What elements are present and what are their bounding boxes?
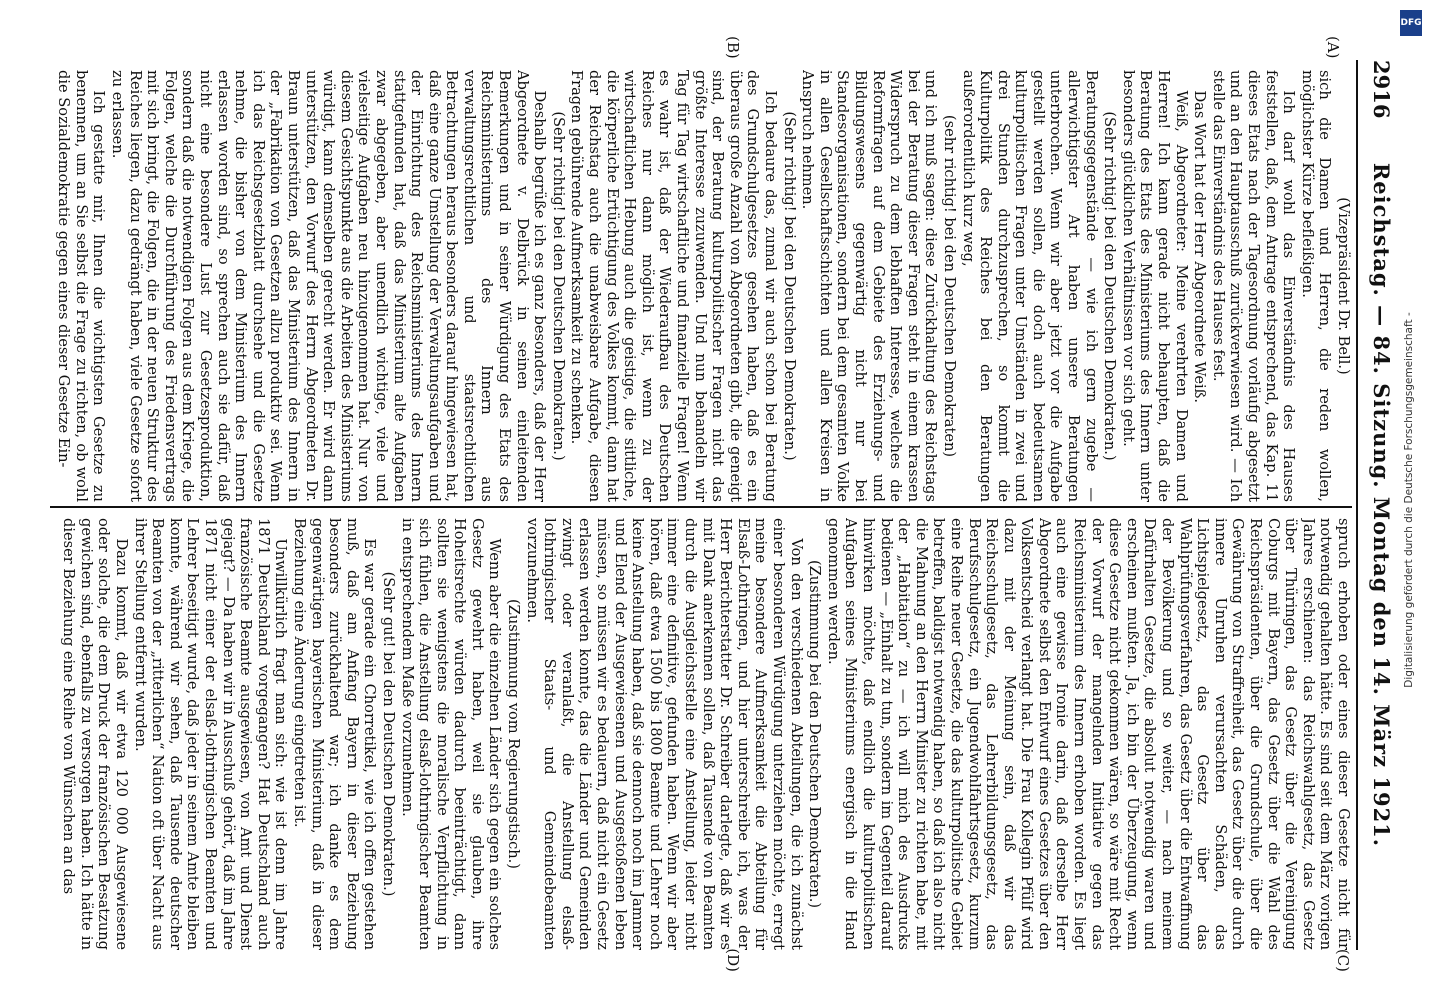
interjection: (Sehr richtig! bei den Deutschen Demokraten.) bbox=[1101, 111, 1119, 461]
paragraph: Beratungsgegenstände — wie ich gern zugebe — allerwichtigster Art haben unsere Beratungen unterbrochen. Wenn wir aber jetzt vor die Aufgabe gestellt werden sollen, die doch auch bedeutsamen kulturpolitischen Fragen unter Umständen in zwei und drei Stunden durchzusprechen, so kommt die Kulturpolitik des Reiches bei den Beratungen außerordentlich kurz weg, bbox=[959, 70, 1100, 502]
document-page bbox=[32, 30, 1402, 970]
digitization-credit bbox=[1394, 8, 1424, 992]
page-header bbox=[1356, 60, 1394, 950]
paragraph: (Vizepräsident Dr. Bell.) bbox=[1335, 197, 1352, 375]
paragraph: Ich darf wohl das Einverständnis des Hauses feststellen, daß, dem Antrage entsprechend, das Kap. 11 dieses Etats nach der Tagesordnung vorläufig abgesetzt und an den Hauptausschuß zurückverwiesen wird. — Ich stelle das Einverständnis des Hauses fest. bbox=[1209, 70, 1298, 502]
paragraph: Dazu kommt, daß wir etwa 120 000 Ausgewiesene oder solche, die dem Druck der französischen Besatzung gewichen sind, ebenfalls zu versorgen haben. Ich hätte in dieser Beziehung eine Reihe von Wünschen an das bbox=[60, 518, 131, 950]
left-column bbox=[50, 70, 1352, 502]
right-column bbox=[50, 518, 1352, 950]
paragraph: Wenn aber die einzelnen Länder sich gegen ein solches Gesetz gewehrt haben, weil sie glauben, ihre Hoheitsrechte würden dadurch beeinträchtigt, dann sollten sie wenigstens die moralische Verpflichtung in sich fühlen, die Anstellung elsaß-lothringischer Beamten in entsprechendem Maße vorzunehmen. bbox=[398, 518, 504, 950]
interjection: (Zustimmung bei den Deutschen Demokraten.) bbox=[806, 559, 824, 909]
column-divider bbox=[50, 506, 1352, 508]
paragraph: und ich muß sagen: diese Zurückhaltung des Reichstags bei der Beratung dieser Fragen steht in einem krassen Widerspruch zu dem lebhaften Interesse, welches die Reformfragen auf dem Gebiete des Erziehungs- und Bildungswesens gegenwärtig nicht nur bei Standesorganisationen, sondern bei dem gesamten Volke in allen Gesellschaftsschichten und allen Kreisen in Anspruch nehmen. bbox=[799, 70, 940, 502]
paragraph: Ich gestatte mir, Ihnen die wichtigsten Gesetze zu benennen, um an Sie selbst die Frage zu richten, ob wohl die Sozialdemokratie gegen eines dieser Gesetze Ein- bbox=[55, 70, 108, 502]
paragraph: Es war gerade ein Chorretikel, wie ich offen gestehen muß, daß am Anfang Bayern in dieser Beziehung besonders zurückhaltend war; ich danke es dem gegenwärtigen bayerischen Ministerium, daß in dieser Beziehung eine Änderung eingetreten ist. bbox=[290, 518, 379, 950]
paragraph: Das Wort hat der Herr Abgeordnete Weiß. bbox=[1191, 90, 1209, 404]
paragraph: Weiß, Abgeordneter: Meine verehrten Damen und Herren! Ich kann gerade nicht behaupten, daß die Beratung des Etats des Ministeriums des Innern unter besonders glücklichen Verhältnissen vor sich geht. bbox=[1119, 70, 1190, 502]
margin-marker-a: (A) bbox=[1324, 36, 1342, 59]
credit-text: Digitalisierung gefördert durch die Deutsche Forschungsgemeinschaft - bbox=[1403, 312, 1415, 688]
margin-marker-b: (B) bbox=[724, 36, 742, 59]
interjection: (sehr richtig! bei den Deutschen Demokraten) bbox=[940, 114, 958, 458]
paragraph: spruch erhoben oder eines dieser Gesetze nicht für notwendig gehalten hätte. Es sind seit dem März vorigen Jahres erschienen: das Reichswahlgesetz, das Gesetz über Thüringen, das Gesetz über die Vereinigung Coburgs mit Bayern, das Gesetz über die Wahl des Reichspräsidenten, über die Grundschule, über die Gewährung von Straffreiheit, das Gesetz über die durch innere Unruhen verursachten Schäden, das Lichtspielgesetz, das Gesetz über das Wahlprüfungsverfahren, das Gesetz über die Entwaffnung der Bevölkerung und so weiter, — nach meinem Dafürhalten Gesetze, die absolut notwendig waren und erscheinen mußten. Ja, ich bin der Überzeugung, wenn diese Gesetze nicht gekommen wären, so wäre mit Recht der Vorwurf der mangelnden Initiative gegen das Reichsministerium des Innern erhoben worden. Es liegt auch eine gewisse Ironie darin, daß derselbe Herr Abgeordnete selbst den Entwurf eines Gesetzes über den Volksentscheid verlangt hat. Die Frau Kollegin Pfülf wird dazu mit der Meinung sein, daß wir das Reichsschulgesetz, das Lehrerbildungsgesetz, das Berufsschulgesetz, ein Jugendwohlfahrtsgesetz, kurzum eine Reihe neuer Gesetze, die das kulturpolitische Gebiet betreffen, baldigst notwendig haben, so daß ich also nicht die Mahnung an den Herrn Minister zu richten habe, mit der „Habitation“ zu — ich will mich des Ausdrucks bedienen — „Einhalt zu tun, sondern im Gegenteil darauf hinwirken möchte, daß endlich die kulturpolitischen Aufgaben seines Ministeriums energisch in die Hand genommen werden. bbox=[824, 518, 1352, 950]
header-rule bbox=[1356, 60, 1358, 950]
interjection: (Zustimmung vom Regierungstisch.) bbox=[505, 598, 523, 870]
paragraph: Unwillkürlich fragt man sich: wie ist denn im Jahre 1871 Deutschland vorgegangen? Hat Deutschland auch französische Beamte ausgewiesen, von Amt und Dienst gejagt? — Da haben wir in Ausschuß gehört, daß im Jahre 1871 nicht einer der elsaß-lothringischen Beamten und Lehrer beseitigt wurde, daß jeder in seinem Amte bleiben konnte, während wir sehen, daß Tausende deutscher Beamten von der „ritterlichen“ Nation oft über Nacht aus ihrer Stellung entfernt wurden. bbox=[131, 518, 290, 950]
interjection: (Sehr gut! bei den Deutschen Demokraten.) bbox=[379, 571, 397, 897]
margin-marker-d: (D) bbox=[724, 948, 742, 972]
paragraph: Deshalb begrüße ich es ganz besonders, daß der Herr Abgeordnete v. Delbrück in seinen einleitenden Bemerkungen und in seiner Würdigung des Etats des Reichsministeriums des Innern aus verwaltungsrechtlichen und staatsrechtlichen Betrachtungen heraus besonders darauf hingewiesen hat, daß eine ganze Umstellung der Verwaltungsaufgaben und der Einrichtung des Reichsministeriums des Innern stattgefunden hat, daß das Ministerium alte Aufgaben zwar abgegeben, aber unendlich wichtige, viele und vielseitige Aufgaben neu hinzugenommen hat. Nur von diesem Gesichtspunkte aus die Arbeiten des Ministeriums würdigt, kann demselben gerecht werden. Er wird dann unterstützen, den Vorwurf des Herrn Abgeordneten Dr. Braun unterstützen, daß das Ministerium des Innern in der „Fabrikation von Gesetzen allzu produktiv sei. Wenn ich das Reichsgesetzblatt durchsehe und die Gesetze nehme, die bisher von dem Ministerium des Innern erlassen worden sind, so sprechen auch sie dafür, daß nicht eine besondere Lust zur Gesetzesproduktion, sondern daß die notwendigen Folgen aus dem Kriege, die Folgen, welche die Durchführung des Friedensvertrags mit sich bringt, die Folgen, die in der neuen Struktur des Reiches liegen, dazu gedrängt haben, viele Gesetze sofort zu erlassen. bbox=[109, 70, 549, 502]
margin-marker-c: (C) bbox=[1334, 948, 1352, 972]
page-number: 2916 bbox=[1369, 60, 1394, 119]
interjection: (Sehr richtig! bei den Deutschen Demokraten.) bbox=[780, 111, 798, 461]
interjection: (Sehr richtig! bei den Deutschen Demokraten.) bbox=[549, 111, 567, 461]
paragraph: Von den verschiedenen Abteilungen, die ich zunächst einer besonderen Würdigung unterziehen möchte, erregt meine besondere Aufmerksamkeit die Abteilung für Elsaß-Lothringen, und hier unterschreibe ich, was der Herr Berichterstatter Dr. Schreiber darlegte, daß wir es mit Dank anerkennen sollen, daß Tausende von Beamten durch die Ausgleichsstelle eine Anstellung, leider nicht immer eine definitive, gefunden haben. Wenn wir aber hören, daß etwa 1500 bis 1800 Beamte und Lehrer noch keine Anstellung haben, daß sie dennoch noch im Jammer und Elend der Ausgewiesenen und Ausgestoßenen leben müssen, so müssen wir es bedauern, daß nicht ein Gesetz erlassen werden konnte, das die Länder und Gemeinden zwingt oder veranlaßt, die Anstellung elsaß-lothringischer Staats- und Gemeindebeamten vorzunehmen. bbox=[523, 518, 805, 950]
page-title: Reichstag. — 84. Sitzung. Montag den 14. März 1921. bbox=[1369, 162, 1394, 848]
dfg-logo: DFG bbox=[1400, 10, 1422, 36]
paragraph: Ich bedaure das, zumal wir auch schon bei Beratung des Grundschulgesetzes gesehen haben, daß es ein überaus große Anzahl von Abgeordneten gibt, die geneigt sind, der Beratung kulturpolitischer Fragen nicht das größte Interesse zuzuwenden. Und nun behandeln wir Tag für Tag wirtschaftliche und finanzielle Fragen! Wenn es wahr ist, daß der Wiederaufbau des Deutschen Reiches nur dann möglich ist, wenn zu der wirtschaftlichen Hebung auch die geistige, die sittliche, die körperliche Ertüchtigung des Volkes kommt, dann hat der Reichstag auch die unabweisbare Aufgabe, diesen Fragen gebührende Aufmerksamkeit zu schenken. bbox=[568, 70, 779, 502]
paragraph: sich die Damen und Herren, die reden wollen, möglichster Kürze befleißigen. bbox=[1298, 70, 1334, 502]
